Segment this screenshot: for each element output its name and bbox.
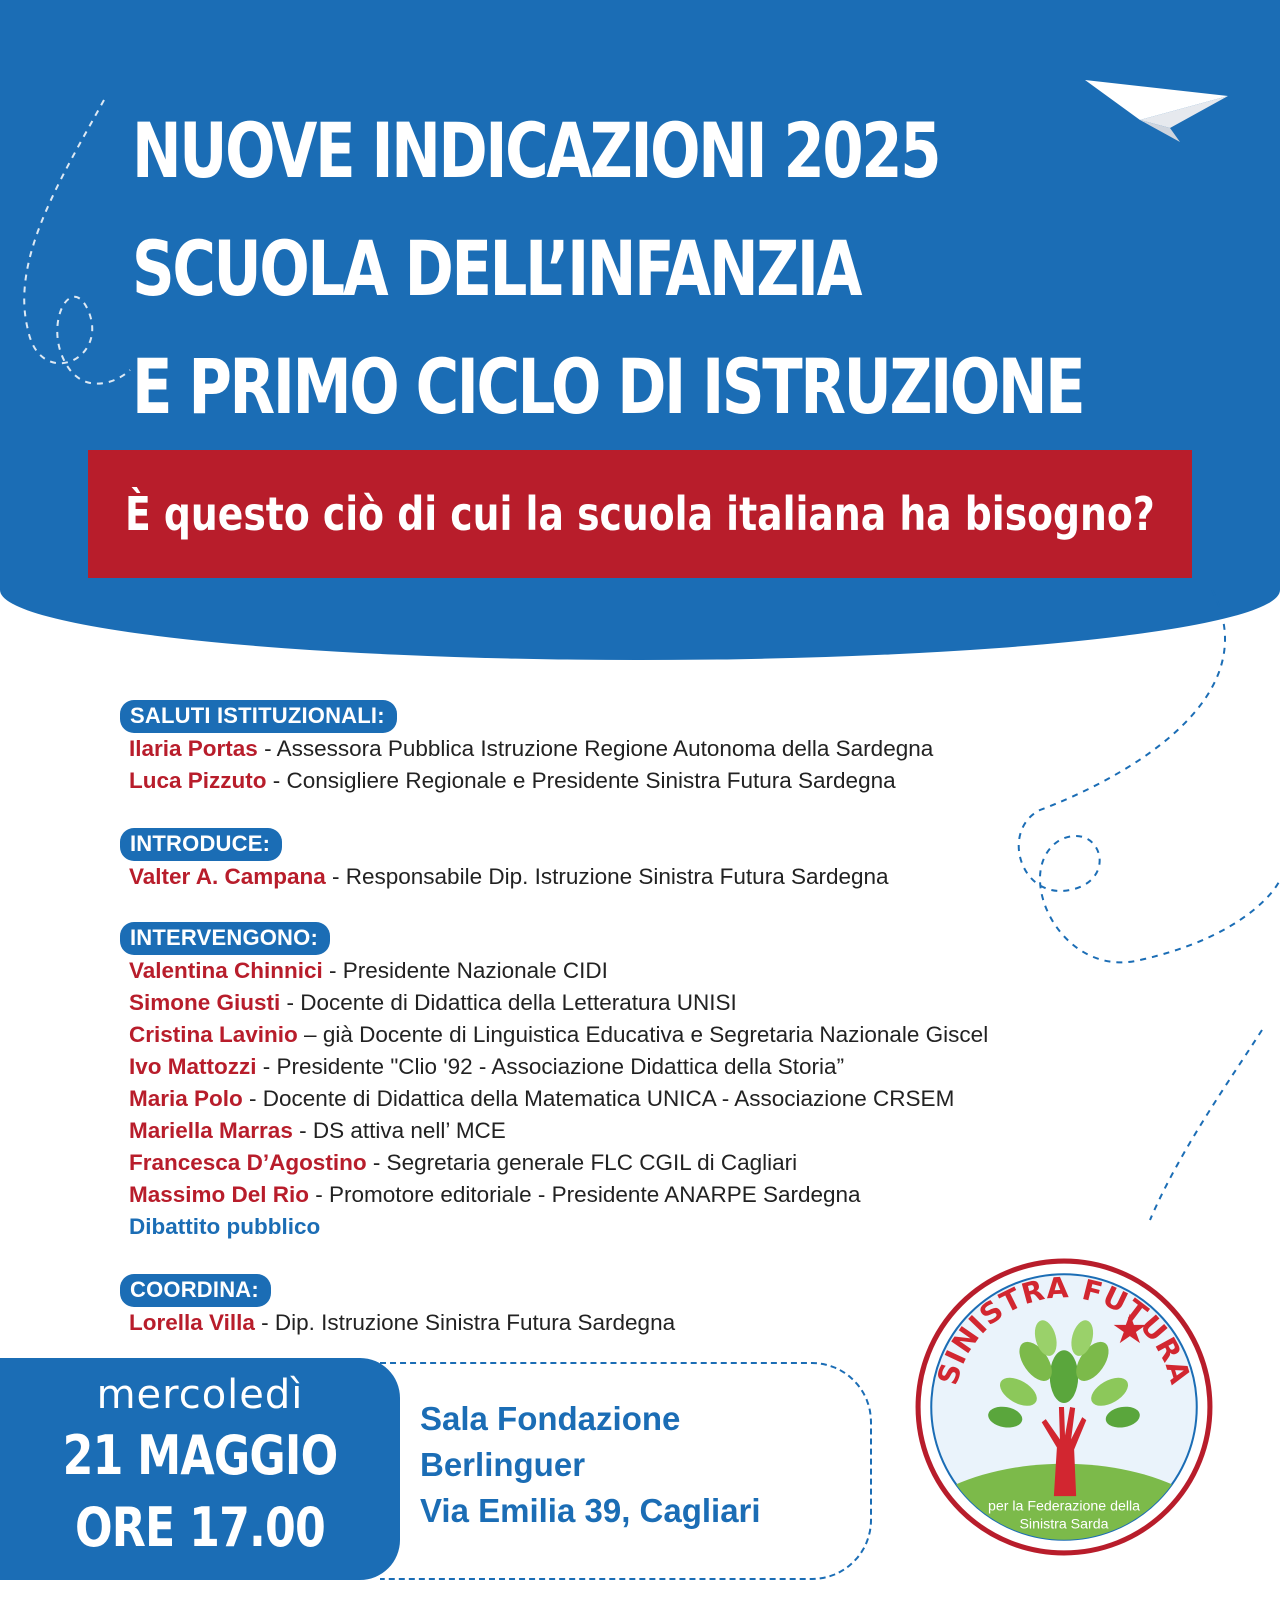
speaker-role: - DS attiva nell’ MCE <box>292 1118 506 1143</box>
speaker-row <box>120 1115 988 1147</box>
section-label: INTRODUCE: <box>120 828 282 861</box>
speaker-name: Francesca D’Agostino <box>129 1150 367 1175</box>
venue-line: Berlinguer <box>420 1446 586 1483</box>
speaker-name: Luca Pizzuto <box>129 768 267 793</box>
speaker-name: Ilaria Portas <box>129 736 258 761</box>
speaker-role: - Assessora Pubblica Istruzione Regione Autonoma della Sardegna <box>257 736 934 761</box>
logo-subtitle-line: Sinistra Sarda <box>1019 1516 1109 1533</box>
speaker-row <box>120 733 933 765</box>
speaker-name: Valter A. Campana <box>129 864 326 889</box>
speaker-row <box>120 1051 988 1083</box>
speaker-row <box>120 765 933 797</box>
speaker-name: Valentina Chinnici <box>129 958 323 983</box>
speaker-role: - Presidente "Clio '92 - Associazione Didattica della Storia” <box>256 1054 845 1079</box>
venue-line: Via Emilia 39, Cagliari <box>420 1492 761 1529</box>
dashed-trail-right <box>1019 590 1280 962</box>
speaker-row <box>120 861 889 893</box>
section-saluti <box>120 700 933 797</box>
section-label: SALUTI ISTITUZIONALI: <box>120 700 397 733</box>
event-weekday: mercoledì <box>96 1372 304 1418</box>
speaker-name: Maria Polo <box>129 1086 243 1111</box>
section-coordina <box>120 1274 675 1339</box>
event-venue <box>420 1396 761 1534</box>
speaker-name: Ivo Mattozzi <box>129 1054 257 1079</box>
speaker-name: Massimo Del Rio <box>129 1182 310 1207</box>
section-label: COORDINA: <box>120 1274 271 1307</box>
section-introduce <box>120 828 889 893</box>
section-label: INTERVENGONO: <box>120 922 330 955</box>
speaker-name: Cristina Lavinio <box>129 1022 298 1047</box>
question-banner <box>88 450 1192 578</box>
speaker-role: - Consigliere Regionale e Presidente Sinistra Futura Sardegna <box>266 768 896 793</box>
title-line: SCUOLA DELL’INFANZIA <box>132 224 861 313</box>
speaker-role: - Docente di Didattica della Letteratura UNISI <box>280 990 737 1015</box>
date-box <box>0 1358 400 1580</box>
speaker-role: - Docente di Didattica della Matematica UNICA - Associazione CRSEM <box>242 1086 955 1111</box>
speaker-role: - Promotore editoriale - Presidente ANARPE Sardegna <box>309 1182 861 1207</box>
dashed-trail-lower <box>1150 1030 1262 1220</box>
sinistra-futura-logo <box>912 1255 1216 1559</box>
speaker-role: – già Docente di Linguistica Educativa e Segretaria Nazionale Giscel <box>297 1022 989 1047</box>
title-line: E PRIMO CICLO DI ISTRUZIONE <box>132 342 1084 431</box>
speaker-role: - Responsabile Dip. Istruzione Sinistra Futura Sardegna <box>325 864 889 889</box>
speaker-row <box>120 1147 988 1179</box>
speaker-row <box>120 1179 988 1211</box>
speaker-row <box>120 1307 675 1339</box>
title-line: NUOVE INDICAZIONI 2025 <box>132 106 940 195</box>
speaker-row <box>120 1083 988 1115</box>
speaker-role: - Segretaria generale FLC CGIL di Cagliari <box>366 1150 798 1175</box>
venue-line: Sala Fondazione <box>420 1400 681 1437</box>
speaker-role: - Presidente Nazionale CIDI <box>322 958 608 983</box>
public-debate-label: Dibattito pubblico <box>129 1214 321 1239</box>
speaker-row <box>120 955 988 987</box>
event-date: 21 MAGGIO <box>62 1424 338 1487</box>
logo-subtitle-line: per la Federazione della <box>987 1498 1141 1515</box>
section-intervengono <box>120 922 988 1243</box>
speaker-name: Lorella Villa <box>129 1310 255 1335</box>
page-title <box>132 92 1083 446</box>
event-time: ORE 17.00 <box>74 1496 326 1559</box>
speaker-name: Simone Giusti <box>129 990 281 1015</box>
speaker-name: Mariella Marras <box>129 1118 293 1143</box>
speaker-row <box>120 987 988 1019</box>
public-debate-row <box>120 1211 988 1243</box>
speaker-row <box>120 1019 988 1051</box>
question-text: È questo ciò di cui la scuola italiana ha bisogno? <box>125 487 1155 541</box>
speaker-role: - Dip. Istruzione Sinistra Futura Sardegna <box>254 1310 676 1335</box>
logo-name: SINISTRA FUTURA <box>931 1271 1198 1389</box>
